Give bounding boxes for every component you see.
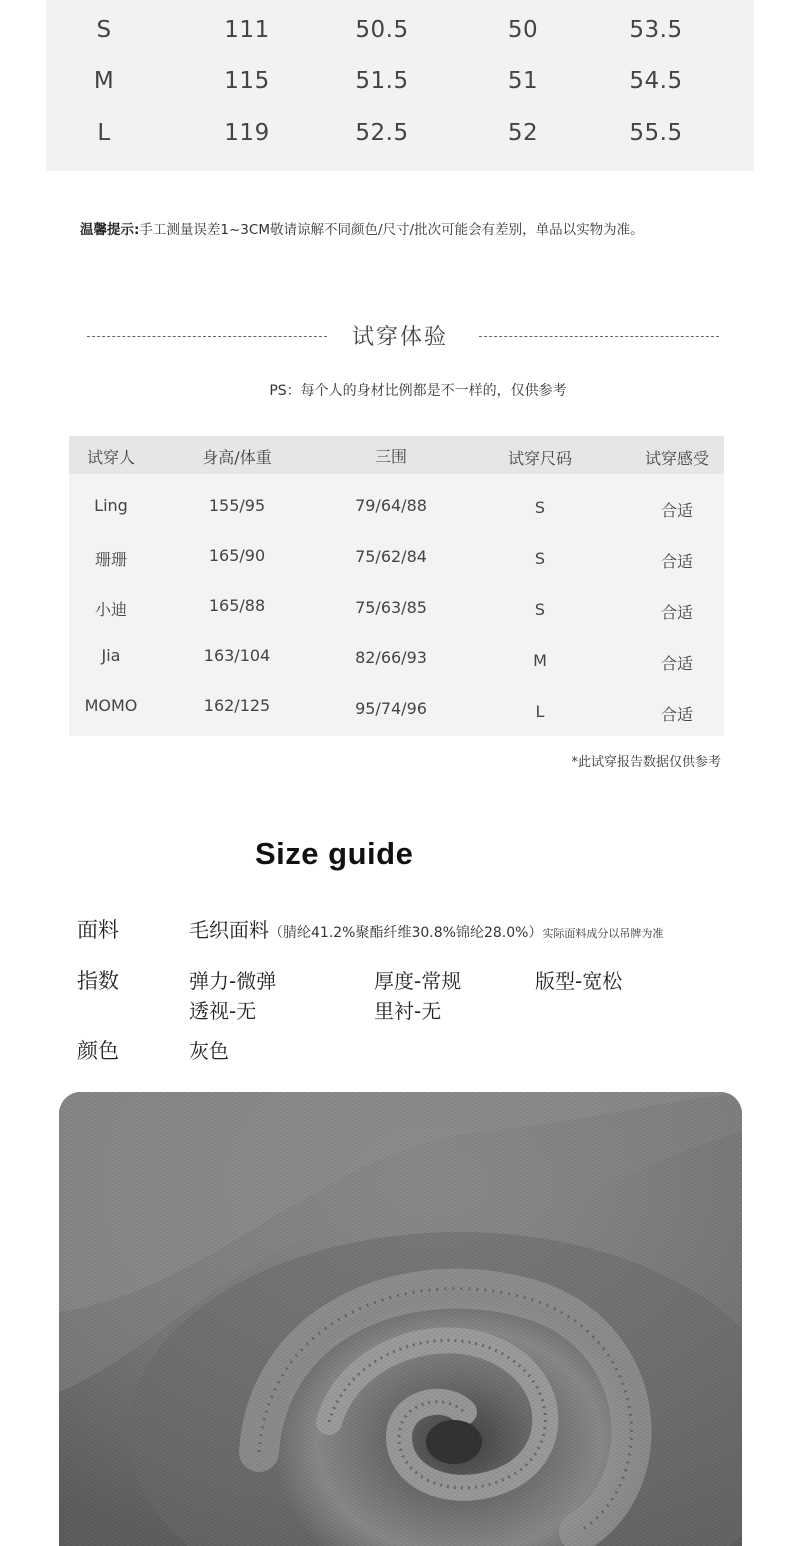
- size-cell: 52: [507, 120, 539, 146]
- table-header-row: [69, 436, 724, 474]
- table-cell: 165/90: [208, 546, 266, 565]
- size-row-s: [46, 17, 754, 57]
- fabric-photo: [59, 1092, 742, 1546]
- column-header: 身高/体重: [202, 448, 272, 467]
- size-cell: 55.5: [629, 120, 683, 146]
- index-value: 里衬-无: [374, 999, 442, 1023]
- table-cell: 165/88: [208, 596, 266, 615]
- size-cell: 51.5: [355, 68, 409, 94]
- table-cell: 合适: [660, 603, 694, 622]
- size-row-l: [46, 120, 754, 160]
- size-cell: 115: [224, 68, 270, 94]
- table-cell: 合适: [660, 654, 694, 673]
- table-cell: S: [534, 600, 546, 619]
- table-cell: 合适: [660, 501, 694, 520]
- table-cell: M: [533, 651, 547, 670]
- color-value: 灰色: [189, 1039, 229, 1063]
- table-cell: 合适: [660, 552, 694, 571]
- fabric-name: 毛织面料: [189, 918, 269, 942]
- table-cell: Ling: [94, 496, 128, 515]
- table-cell: Jia: [101, 646, 121, 665]
- column-header: 试穿感受: [644, 449, 710, 468]
- tip-label: 温馨提示:: [80, 222, 140, 238]
- column-header: 试穿人: [86, 448, 136, 467]
- divider-dashed-left: [87, 336, 327, 337]
- table-cell: 合适: [660, 705, 694, 724]
- table-cell: L: [535, 702, 545, 721]
- size-cell: 50.5: [355, 17, 409, 43]
- column-header: 试穿尺码: [507, 449, 573, 468]
- table-cell: 小迪: [94, 600, 128, 619]
- index-value: 透视-无: [189, 999, 257, 1023]
- table-cell: 155/95: [208, 496, 266, 515]
- size-cell: 53.5: [629, 17, 683, 43]
- fabric-composition: （腈纶41.2%聚酯纤维30.8%锦纶28.0%）: [269, 925, 543, 941]
- measurement-tip: [80, 218, 644, 238]
- table-cell: 79/64/88: [355, 496, 427, 515]
- size-cell: 111: [224, 17, 270, 43]
- index-value: 厚度-常规: [374, 969, 462, 993]
- table-cell: 162/125: [203, 696, 271, 715]
- index-value: 版型-宽松: [535, 969, 623, 993]
- section-title: 试穿体验: [351, 325, 449, 350]
- size-cell: 119: [224, 120, 270, 146]
- size-cell: 51: [507, 68, 539, 94]
- size-cell: L: [97, 120, 111, 146]
- size-cell: S: [96, 17, 112, 43]
- size-cell: 54.5: [629, 68, 683, 94]
- table-cell: 82/66/93: [355, 648, 427, 667]
- table-cell: 75/63/85: [355, 598, 427, 617]
- color-label: 颜色: [77, 1039, 119, 1063]
- tip-text: 手工测量误差1~3CM敬请谅解不同颜色/尺寸/批次可能会有差别，单品以实物为准。: [139, 222, 644, 238]
- table-cell: 163/104: [203, 646, 271, 665]
- index-value: 弹力-微弹: [189, 969, 277, 993]
- knit-fabric-image: [59, 1092, 742, 1546]
- index-label: 指数: [77, 969, 119, 993]
- size-row-m: [46, 68, 754, 108]
- fitting-disclaimer: *此试穿报告数据仅供参考: [571, 755, 721, 770]
- size-chart-table: [46, 0, 754, 171]
- fitting-report-table: [69, 436, 724, 736]
- fitting-section-heading: [0, 320, 800, 354]
- size-guide-title: Size guide: [255, 836, 414, 871]
- size-cell: 50: [507, 17, 539, 43]
- divider-dashed-right: [479, 336, 719, 337]
- fabric-value: [189, 914, 663, 943]
- fabric-note: 实际面料成分以吊牌为准: [542, 927, 664, 940]
- table-cell: S: [534, 549, 546, 568]
- size-cell: M: [93, 68, 115, 94]
- table-cell: 95/74/96: [355, 699, 427, 718]
- column-header: 三围: [374, 447, 408, 466]
- table-cell: 75/62/84: [355, 547, 427, 566]
- table-cell: 珊珊: [94, 550, 128, 569]
- table-cell: MOMO: [84, 696, 138, 715]
- size-cell: 52.5: [355, 120, 409, 146]
- fabric-label: 面料: [77, 918, 119, 942]
- table-cell: S: [534, 498, 546, 517]
- ps-note: PS：每个人的身材比例都是不一样的，仅供参考: [269, 383, 567, 399]
